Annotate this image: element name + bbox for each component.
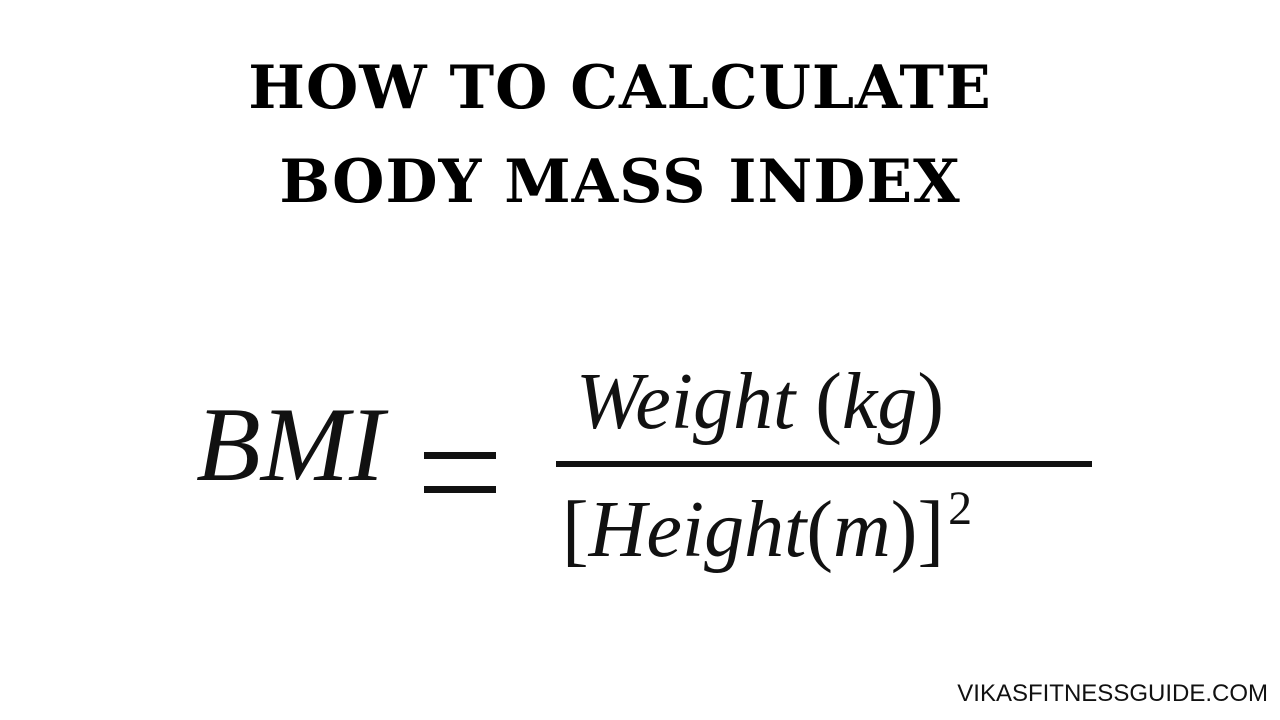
numerator-variable: Weight bbox=[576, 358, 796, 446]
denominator-open-bracket: [ bbox=[562, 486, 589, 574]
denominator-close-paren: ) bbox=[890, 486, 918, 574]
formula-denominator bbox=[562, 482, 973, 574]
numerator-open-paren: ( bbox=[795, 358, 842, 446]
denominator-close-bracket: ] bbox=[917, 486, 945, 574]
equals-bar-bottom bbox=[424, 486, 496, 493]
page-title-line-2: BODY MASS INDEX bbox=[279, 147, 961, 217]
numerator-close-paren: ) bbox=[917, 358, 945, 446]
denominator-exponent: 2 bbox=[948, 482, 973, 535]
page-title-line-1: HOW TO CALCULATE bbox=[248, 53, 992, 123]
formula-numerator bbox=[576, 358, 945, 446]
equals-sign bbox=[424, 452, 496, 494]
denominator-unit: m bbox=[833, 486, 891, 574]
numerator-unit: kg bbox=[841, 358, 918, 446]
equals-bar-top bbox=[424, 452, 496, 459]
denominator-open-paren: ( bbox=[806, 486, 834, 574]
fraction-bar bbox=[556, 461, 1092, 467]
site-watermark: VIKASFITNESSGUIDE.COM bbox=[957, 680, 1268, 707]
denominator-variable: Height bbox=[588, 486, 807, 574]
formula-lhs: BMI bbox=[196, 386, 385, 503]
